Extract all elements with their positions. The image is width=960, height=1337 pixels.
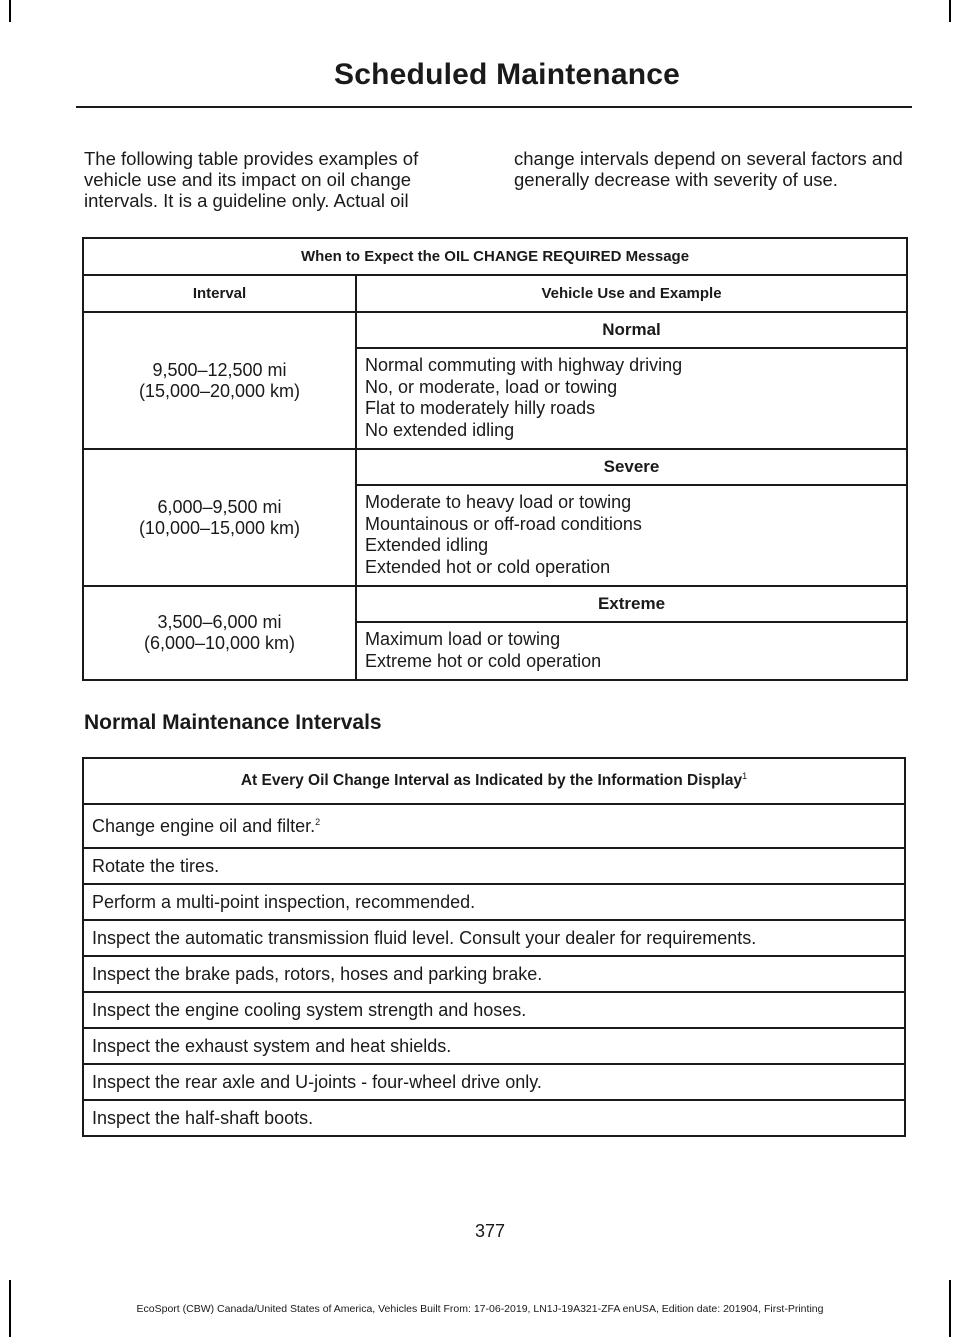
table-row: [83, 804, 905, 848]
intro-column-1: The following table provides examples of vehicle use and its impact on oil change intervals. It is a guideline only. Actual oil: [84, 148, 419, 211]
interval-cell: [83, 312, 356, 449]
use-examples: [356, 485, 907, 586]
interval-cell: [83, 449, 356, 586]
maintenance-item: Inspect the rear axle and U-joints - four-wheel drive only.: [83, 1064, 905, 1100]
maintenance-item: Perform a multi-point inspection, recommended.: [83, 884, 905, 920]
crop-mark-top-left: [9, 0, 11, 22]
crop-mark-top-right: [949, 0, 951, 22]
table-row: [83, 920, 905, 956]
category-label: Extreme: [356, 586, 907, 622]
use-example: Extended idling: [365, 535, 489, 555]
table-row: [83, 1064, 905, 1100]
table-row: [83, 884, 905, 920]
maintenance-table-title: [83, 758, 905, 804]
table-row: [83, 1100, 905, 1136]
column-header-interval: Interval: [83, 275, 356, 312]
page-title: Scheduled Maintenance: [334, 58, 680, 91]
maintenance-item: Inspect the half-shaft boots.: [83, 1100, 905, 1136]
maintenance-item: Inspect the automatic transmission fluid level. Consult your dealer for requirements.: [83, 920, 905, 956]
interval-miles: 6,000–9,500 mi: [157, 496, 282, 517]
use-example: Extended hot or cold operation: [365, 556, 611, 577]
table-row: [83, 312, 907, 348]
section-heading: Normal Maintenance Intervals: [84, 711, 382, 734]
use-example: Normal commuting with highway driving: [365, 355, 683, 375]
footnote-marker: 2: [315, 816, 321, 827]
interval-miles: 9,500–12,500 mi: [152, 359, 287, 380]
use-example: Flat to moderately hilly roads: [365, 398, 596, 418]
table-row: [83, 992, 905, 1028]
page-number: 377: [474, 1221, 506, 1241]
use-example: Extreme hot or cold operation: [365, 650, 602, 671]
maintenance-item: Inspect the exhaust system and heat shields.: [83, 1028, 905, 1064]
maintenance-item: Inspect the engine cooling system strength and hoses.: [83, 992, 905, 1028]
table-row: [83, 449, 907, 485]
use-example: No extended idling: [365, 419, 515, 440]
use-examples: [356, 348, 907, 449]
maintenance-item: [83, 804, 905, 848]
use-example: No, or moderate, load or towing: [365, 376, 618, 397]
interval-km: (6,000–10,000 km): [143, 633, 296, 653]
item-text: Change engine oil and filter.: [92, 815, 316, 836]
intro-text: [84, 148, 906, 211]
column-header-vehicle-use: Vehicle Use and Example: [356, 275, 907, 312]
footnote-marker: 1: [742, 771, 748, 782]
use-example: Moderate to heavy load or towing: [365, 492, 632, 512]
use-example: Maximum load or towing: [365, 629, 561, 649]
use-examples: [356, 622, 907, 680]
interval-km: (15,000–20,000 km): [138, 380, 301, 401]
maintenance-table: [82, 757, 906, 1137]
interval-cell: [83, 586, 356, 680]
oil-table-title: When to Expect the OIL CHANGE REQUIRED Message: [83, 238, 907, 275]
category-label: Normal: [356, 312, 907, 348]
footer-edition-info: EcoSport (CBW) Canada/United States of America, Vehicles Built From: 17-06-2019, LN1J-19A321-ZFA enUSA, Edition date: 201904, First-Printing: [136, 1303, 824, 1315]
intro-column-2: change intervals depend on several factors and generally decrease with severity of use.: [514, 148, 903, 190]
header-divider: [76, 106, 912, 108]
table-row: [83, 848, 905, 884]
oil-change-table: [82, 237, 908, 681]
table-row: [83, 586, 907, 622]
maintenance-item: Rotate the tires.: [83, 848, 905, 884]
category-label: Severe: [356, 449, 907, 485]
table-row: [83, 956, 905, 992]
interval-km: (10,000–15,000 km): [138, 517, 301, 538]
maintenance-item: Inspect the brake pads, rotors, hoses and parking brake.: [83, 956, 905, 992]
title-text: At Every Oil Change Interval as Indicated by the Information Display: [240, 772, 743, 790]
use-example: Mountainous or off-road conditions: [365, 513, 642, 534]
table-row: [83, 1028, 905, 1064]
interval-miles: 3,500–6,000 mi: [157, 612, 282, 632]
